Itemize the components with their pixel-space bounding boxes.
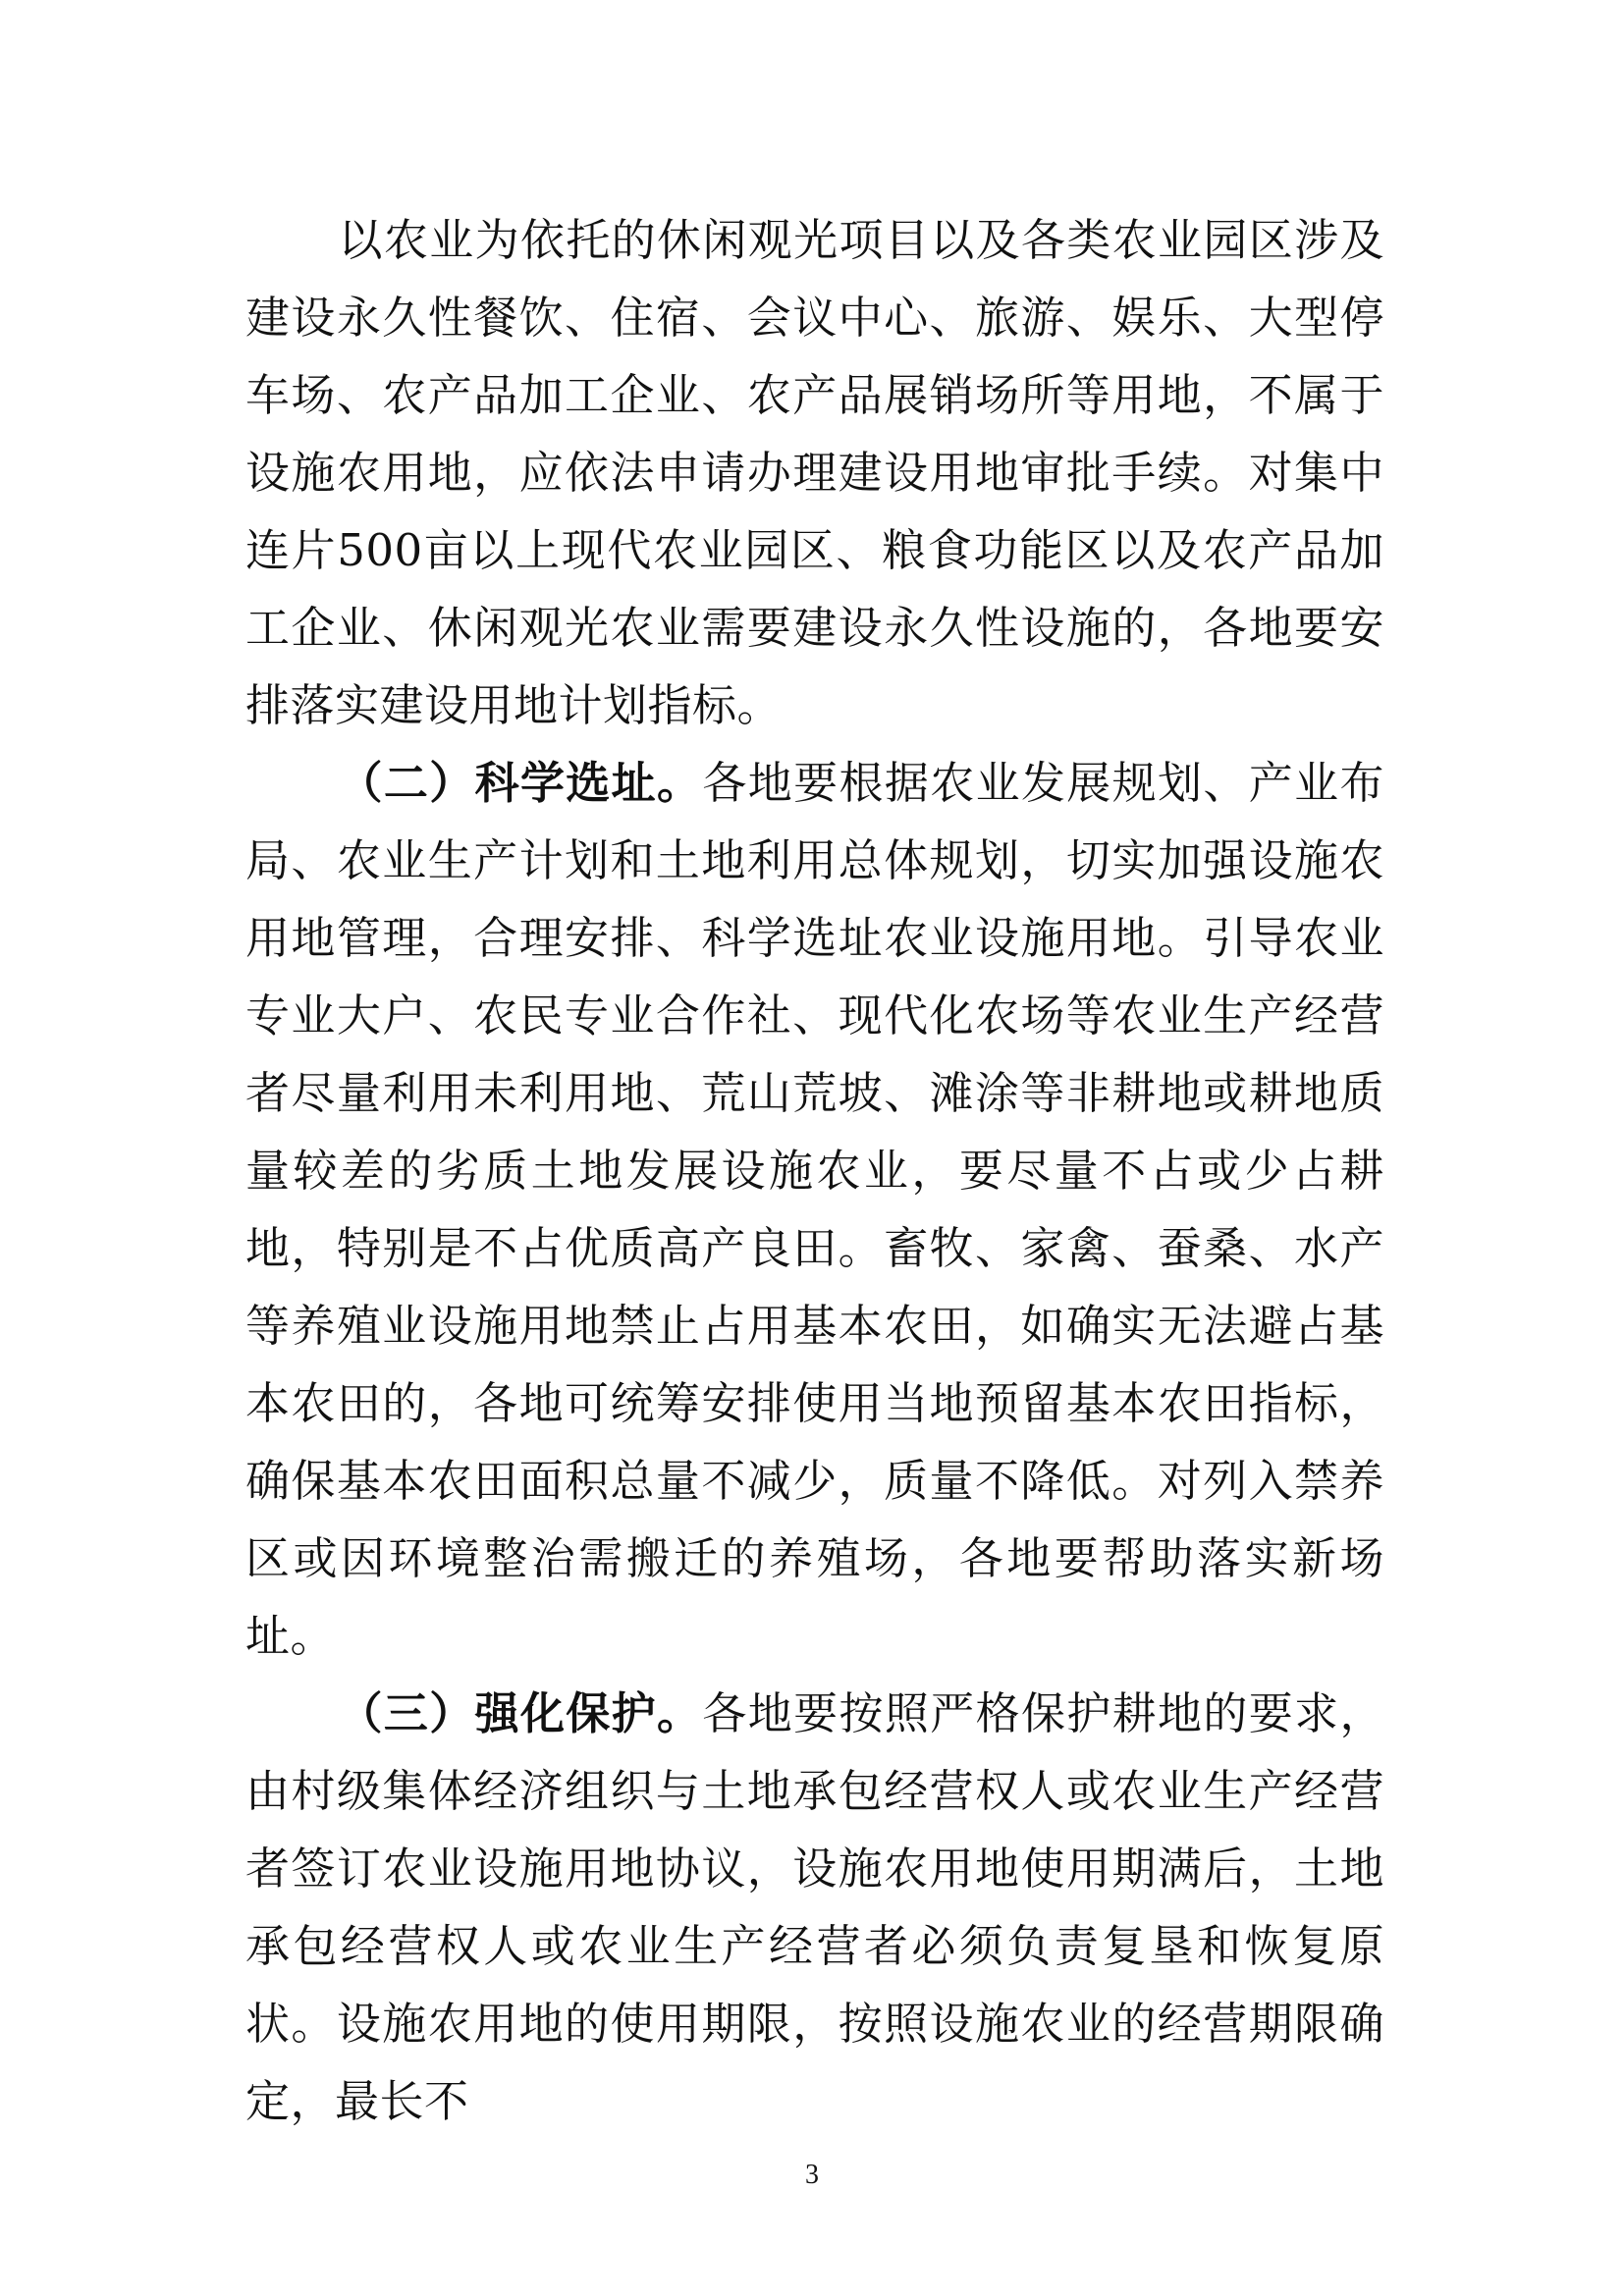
page-number: 3 [805, 2160, 819, 2190]
paragraph-land-use [245, 201, 1384, 744]
paragraph-site-selection [245, 744, 1384, 1675]
paragraph-protection [245, 1675, 1384, 2140]
section-heading-protection: （三）强化保护。 [338, 1687, 703, 1739]
paragraph-text: 各地要根据农业发展规划、产业布局、农业生产计划和土地利用总体规划，切实加强设施农用地管理，合理安排、科学选址农业设施用地。引导农业专业大户、农民专业合作社、现代化农场等农业生产经营者尽量利用未利用地、荒山荒坡、滩涂等非耕地或耕地质量较差的劣质土地发展设施农业，要尽量不占或少占耕地，特别是不占优质高产良田。畜牧、家禽、蚕桑、水产等养殖业设施用地禁止占用基本农田，如确实无法避占基本农田的，各地可统筹安排使用当地预留基本农田指标，确保基本农田面积总量不减少，质量不降低。对列入禁养区或因环境整治需搬迁的养殖场，各地要帮助落实新场址。 [245, 757, 1384, 1662]
document-body [245, 201, 1384, 2140]
paragraph-text: 以农业为依托的休闲观光项目以及各类农业园区涉及建设永久性餐饮、住宿、会议中心、旅游、娱乐、大型停车场、农产品加工企业、农产品展销场所等用地，不属于设施农用地，应依法申请办理建设用地审批手续。对集中连片500亩以上现代农业园区、粮食功能区以及农产品加工企业、休闲观光农业需要建设永久性设施的，各地要安排落实建设用地计划指标。 [245, 214, 1384, 731]
paragraph-text: 各地要按照严格保护耕地的要求，由村级集体经济组织与土地承包经营权人或农业生产经营者签订农业设施用地协议，设施农用地使用期满后，土地承包经营权人或农业生产经营者必须负责复垦和恢复原状。设施农用地的使用期限，按照设施农业的经营期限确定，最长不 [245, 1687, 1384, 2127]
section-heading-site-selection: （二）科学选址。 [338, 757, 703, 809]
